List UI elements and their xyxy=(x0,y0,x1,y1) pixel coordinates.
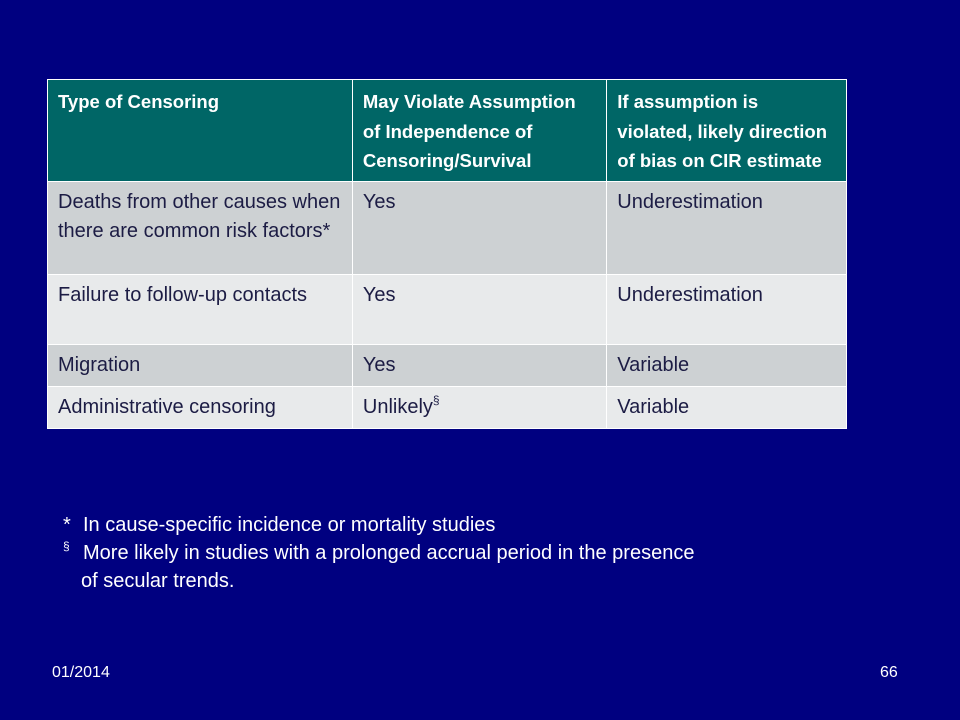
cell-type: Administrative censoring xyxy=(48,386,353,428)
cell-violate-text: Yes xyxy=(362,283,396,306)
footnote-symbol xyxy=(63,539,83,567)
footnote-continuation: of secular trends. xyxy=(81,570,235,592)
header-bias-direction: If assumption is violated, likely direction of bias on CIR estimate xyxy=(607,80,847,182)
cell-type: Deaths from other causes when there are common risk factors* xyxy=(48,181,353,274)
cell-violate xyxy=(352,274,606,344)
footnote-section xyxy=(63,539,863,567)
footnote-text: In cause-specific incidence or mortality studies xyxy=(83,514,496,536)
footnotes xyxy=(63,511,863,595)
censoring-table xyxy=(47,79,847,429)
cell-bias: Variable xyxy=(607,344,847,386)
cell-violate-sup: § xyxy=(432,392,440,407)
table-header-row xyxy=(48,80,847,182)
cell-type: Migration xyxy=(48,344,353,386)
table-row xyxy=(48,274,847,344)
cell-violate xyxy=(352,181,606,274)
slide-number: 66 xyxy=(880,664,898,681)
cell-violate-text: Yes xyxy=(362,353,396,376)
header-may-violate: May Violate Assumption of Independence of Censoring/Survival xyxy=(352,80,606,182)
cell-bias: Underestimation xyxy=(607,181,847,274)
cell-violate-text: Yes xyxy=(362,190,396,213)
cell-violate xyxy=(352,386,606,428)
footer-date: 01/2014 xyxy=(52,664,110,681)
cell-violate xyxy=(352,344,606,386)
header-type-of-censoring: Type of Censoring xyxy=(48,80,353,182)
cell-violate-text: Unlikely xyxy=(362,395,433,418)
cell-type: Failure to follow-up contacts xyxy=(48,274,353,344)
cell-bias: Variable xyxy=(607,386,847,428)
footnote-asterisk xyxy=(63,511,863,539)
cell-bias: Underestimation xyxy=(607,274,847,344)
footnote-symbol: * xyxy=(63,514,71,536)
table-row xyxy=(48,181,847,274)
table-row xyxy=(48,386,847,428)
section-sign: § xyxy=(63,539,70,553)
table-row xyxy=(48,344,847,386)
footnote-text: More likely in studies with a prolonged accrual period in the presence xyxy=(83,542,695,564)
